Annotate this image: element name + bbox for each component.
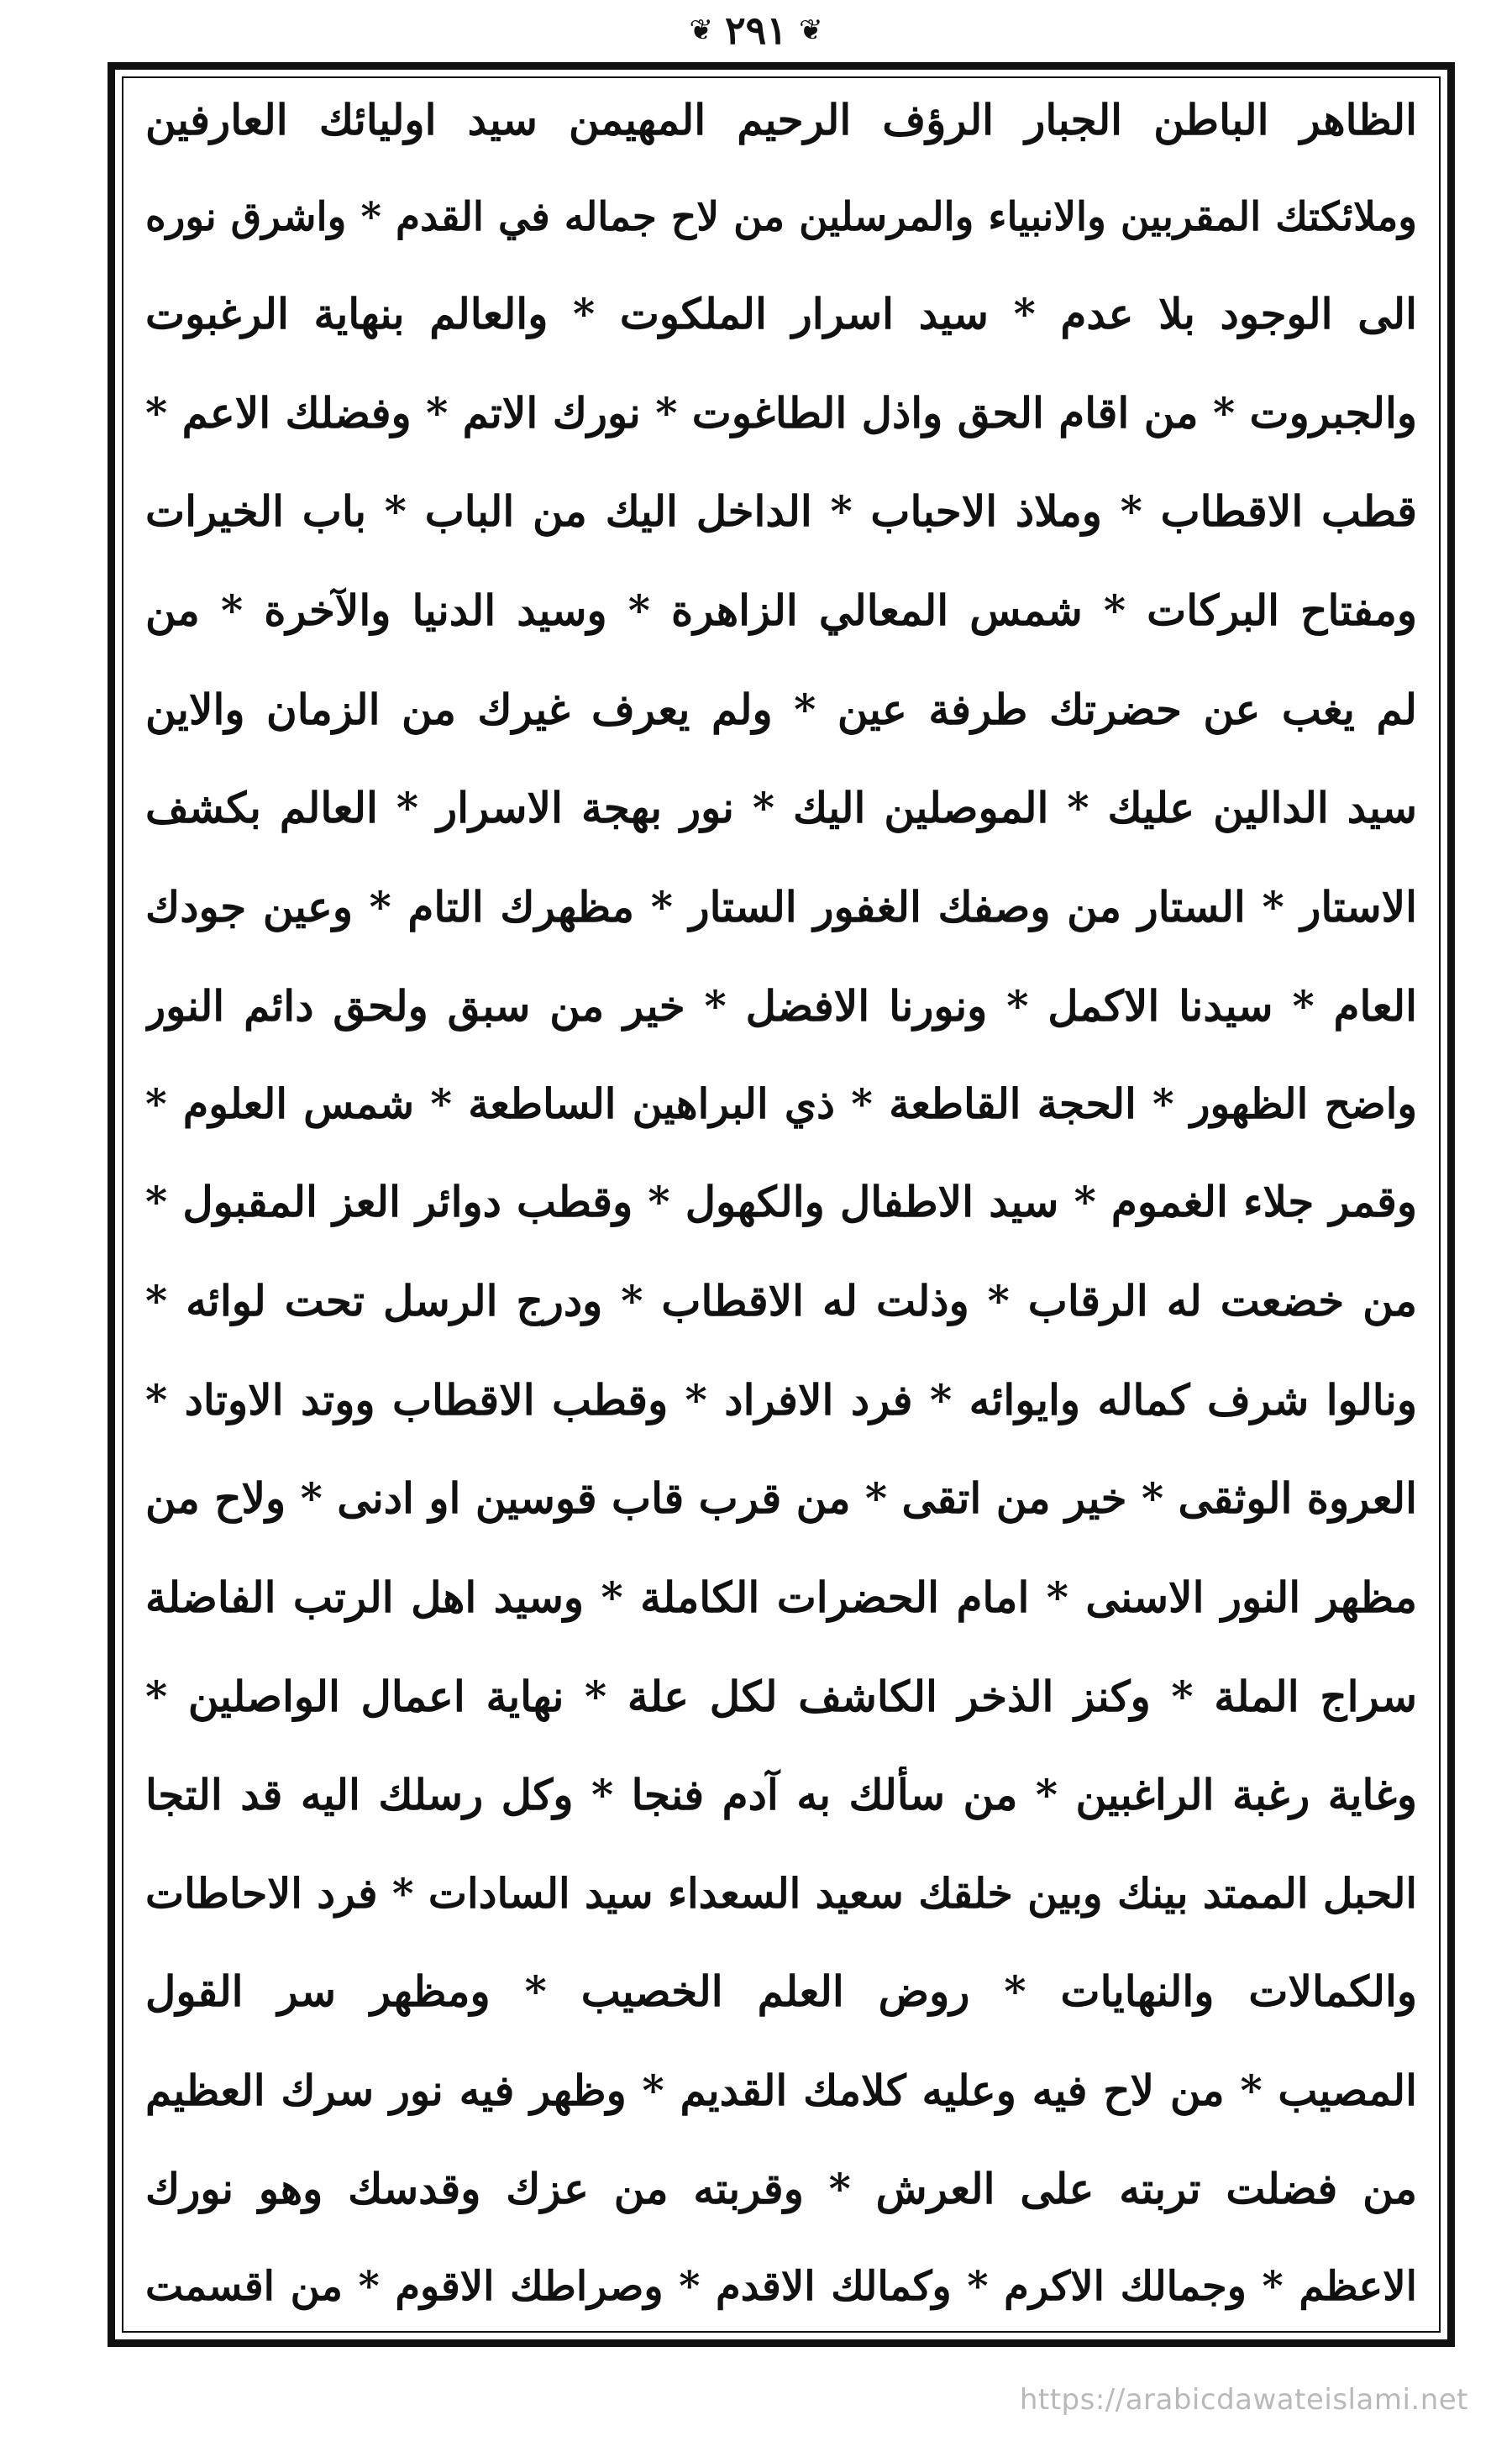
text-line: الظاهر الباطن الجبار الرؤف الرحيم المهيمن سيد اوليائك العارفين <box>145 95 1417 144</box>
text-line: وقمر جلاء الغموم * سيد الاطفال والكهول * وقطب دوائر العز المقبول * <box>145 1177 1417 1227</box>
ornament-icon-right: ❦ <box>799 13 823 47</box>
text-line: العام * سيدنا الاكمل * ونورنا الافضل * خير من سبق ولحق دائم النور <box>145 980 1417 1031</box>
text-line: من خضعت له الرقاب * وذلت له الاقطاب * ودرج الرسل تحت لوائه * <box>145 1276 1417 1326</box>
text-line: والكمالات والنهايات * روض العلم الخصيب * ومظهر سر القول <box>145 1966 1417 2017</box>
text-line: الاستار * الستار من وصفك الغفور الستار * مظهرك التام * وعين جودك <box>145 881 1417 932</box>
text-line: والجبروت * من اقام الحق واذل الطاغوت * نورك الاتم * وفضلك الاعم * <box>145 387 1417 438</box>
text-line: مظهر النور الاسنى * امام الحضرات الكاملة * وسيد اهل الرتب الفاضلة <box>145 1572 1417 1622</box>
text-line: من فضلت تربته على العرش * وقربته من عزك وقدسك وهو نورك <box>145 2164 1417 2214</box>
text-line: ونالوا شرف كماله وايوائه * فرد الافراد * وقطب الاقطاب ووتد الاوتاد * <box>145 1374 1417 1425</box>
page-header <box>0 0 1512 60</box>
page-number: ٢٩١ <box>724 8 788 53</box>
text-line: لم يغب عن حضرتك طرفة عين * ولم يعرف غيرك من الزمان والاين <box>145 684 1417 734</box>
text-line: واضح الظهور * الحجة القاطعة * ذي البراهين الساطعة * شمس العلوم * <box>145 1079 1417 1129</box>
ornament-icon-left: ❦ <box>689 13 713 47</box>
text-line: ومفتاح البركات * شمس المعالي الزاهرة * وسيد الدنيا والآخرة * من <box>145 585 1417 636</box>
text-line: العروة الوثقى * خير من اتقى * من قرب قاب قوسين او ادنى * ولاح من <box>145 1473 1417 1524</box>
text-line: الاعظم * وجمالك الاكرم * وكمالك الاقدم * وصراطك الاقوم * من اقسمت <box>145 2262 1417 2310</box>
page-frame <box>108 62 1455 2347</box>
text-line: سيد الدالين عليك * الموصلين اليك * نور بهجة الاسرار * العالم بكشف <box>145 783 1417 833</box>
text-line: سراج الملة * وكنز الذخر الكاشف لكل علة * نهاية اعمال الواصلين * <box>145 1671 1417 1721</box>
text-line: الى الوجود بلا عدم * سيد اسرار الملكوت * والعالم بنهاية الرغبوت <box>145 289 1417 339</box>
text-line: الحبل الممتد بينك وبين خلقك سعيد السعداء سيد السادات * فرد الاحاطات <box>145 1868 1417 1918</box>
text-line: وغاية رغبة الراغبين * من سألك به آدم فنجا * وكل رسلك اليه قد التجا <box>145 1770 1417 1820</box>
text-line: المصيب * من لاح فيه وعليه كلامك القديم * وظهر فيه نور سرك العظيم <box>145 2065 1417 2115</box>
text-body <box>122 76 1441 2333</box>
text-line: قطب الاقطاب * وملاذ الاحباب * الداخل اليك من الباب * باب الخيرات <box>145 486 1417 537</box>
text-line: وملائكتك المقربين والانبياء والمرسلين من لاح جماله في القدم * واشرق نوره <box>145 193 1417 240</box>
source-watermark: https://arabicdawateislami.net <box>1019 2383 1468 2417</box>
